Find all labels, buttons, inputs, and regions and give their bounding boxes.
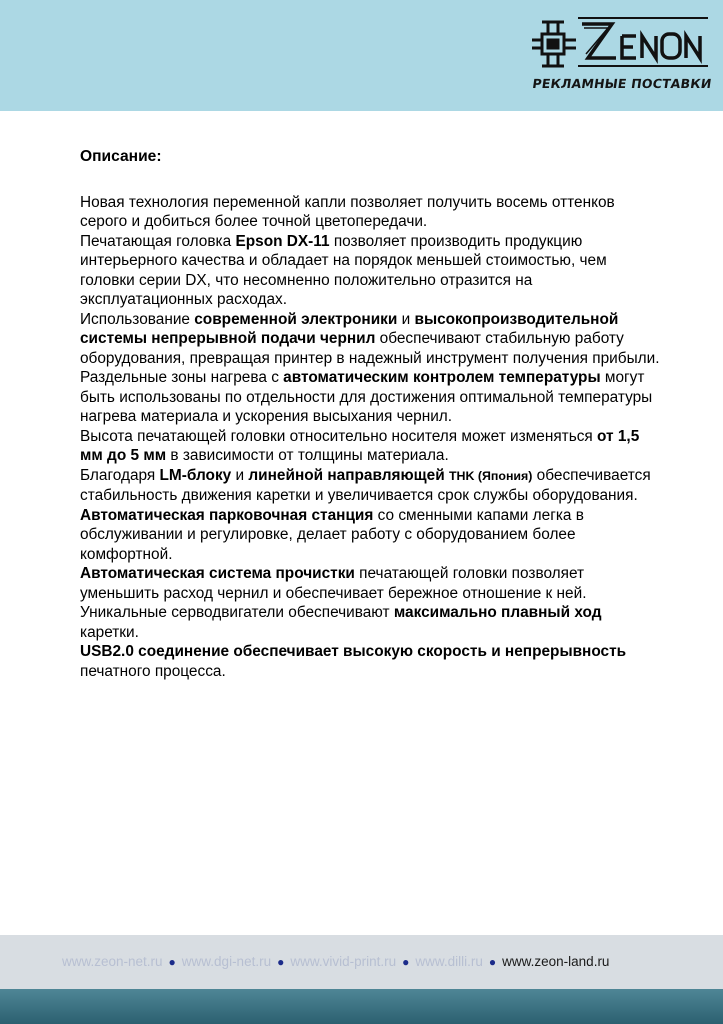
logo-tagline: РЕКЛАМНЫЕ ПОСТАВКИ bbox=[531, 76, 713, 91]
paragraph-servo-motors bbox=[80, 603, 660, 642]
paragraph-lm-block bbox=[80, 466, 660, 506]
text-run: Раздельные зоны нагрева с bbox=[80, 369, 284, 386]
text-bold: современной электроники bbox=[194, 310, 398, 328]
text-bold: Автоматическая система прочистки bbox=[80, 565, 355, 582]
text-bold: высокопроизводительной системы непрерывной подачи чернил bbox=[80, 310, 619, 347]
text-run: и bbox=[397, 310, 415, 328]
text-run: со сменными капами легка в обслуживании и регулировке, делает работу с оборудованием более комфортной. bbox=[80, 506, 584, 563]
footer-link-dilli[interactable]: www.dilli.ru bbox=[415, 954, 483, 969]
paragraph-variable-drop bbox=[80, 193, 660, 232]
text-run: обеспечивают стабильную работу оборудования, превращая принтер в надежный инструмент получения прибыли. bbox=[80, 330, 660, 367]
text-run: Уникальные серводвигатели обеспечивают bbox=[80, 604, 394, 621]
paragraph-heating-zones bbox=[80, 368, 660, 427]
text-bold: от 1,5 мм до 5 мм bbox=[80, 427, 640, 464]
bullet-icon: ● bbox=[277, 955, 285, 969]
text-run: Использование bbox=[80, 310, 195, 328]
bullet-icon: ● bbox=[168, 955, 176, 969]
text-bold: линейной направляющей bbox=[248, 466, 445, 484]
text-bold: LM-блоку bbox=[159, 466, 232, 484]
text-run: обеспечивается стабильность движения каретки и увеличивается срок службы оборудования. bbox=[80, 466, 651, 504]
paragraph-electronics bbox=[80, 310, 660, 369]
text-run: Печатающая головка bbox=[80, 232, 236, 250]
footer-link-dgi-net[interactable]: www.dgi-net.ru bbox=[181, 954, 272, 969]
text-run: печатающей головки позволяет уменьшить расход чернил и обеспечивает бережное отношение к ней. bbox=[80, 565, 587, 602]
bullet-icon: ● bbox=[402, 955, 410, 969]
footer-links bbox=[62, 954, 702, 969]
text-run: позволяет производить продукцию интерьерного качества и обладает на порядок меньшей стоимостью, чем головки серии DX, что несомненно положительно отразится на эксплуатационных расходах. bbox=[80, 232, 607, 308]
paragraph-printhead bbox=[80, 232, 660, 310]
footer-link-zeon-net[interactable]: www.zeon-net.ru bbox=[62, 954, 163, 969]
text-run: и bbox=[231, 466, 249, 484]
paragraph-usb bbox=[80, 642, 660, 681]
circuit-emblem-icon bbox=[532, 22, 576, 66]
zenon-logo-graphic bbox=[532, 12, 712, 76]
bullet-icon: ● bbox=[488, 955, 497, 969]
section-heading: Описание: bbox=[80, 148, 162, 165]
text-run: каретки. bbox=[80, 623, 139, 641]
text-run: могут быть использованы по отдельности для достижения оптимальной температуры нагрева материала и ускорения высыхания чернил. bbox=[80, 369, 653, 425]
text-run: Благодаря bbox=[80, 466, 160, 484]
text-run: Высота печатающей головки относительно носителя может изменяться bbox=[80, 427, 598, 445]
paragraph-parking-station bbox=[80, 506, 660, 565]
text-bold: Epson DX-11 bbox=[235, 232, 330, 250]
footer-link-vivid-print[interactable]: www.vivid-print.ru bbox=[290, 954, 397, 969]
text-run: печатного процесса. bbox=[80, 662, 226, 680]
text-bold: максимально плавный ход bbox=[393, 604, 602, 621]
text-bold: USB2.0 соединение обеспечивает высокую скорость и непрерывность bbox=[80, 643, 627, 660]
footer-bottom-bar bbox=[0, 989, 723, 1024]
paragraph-head-height bbox=[80, 427, 660, 466]
paragraph-text: Новая технология переменной капли позволяет получить восемь оттенков серого и добиться более точной цветопередачи. bbox=[80, 193, 615, 230]
footer-link-zeon-land[interactable]: www.zeon-land.ru bbox=[502, 954, 610, 969]
description-body bbox=[80, 147, 660, 681]
text-bold-small: THK (Япония) bbox=[448, 468, 533, 483]
text-run: в зависимости от толщины материала. bbox=[166, 447, 449, 464]
paragraph-cleaning-system bbox=[80, 564, 660, 603]
text-bold: автоматическим контролем температуры bbox=[283, 369, 601, 386]
text-bold: Автоматическая парковочная станция bbox=[80, 506, 374, 524]
